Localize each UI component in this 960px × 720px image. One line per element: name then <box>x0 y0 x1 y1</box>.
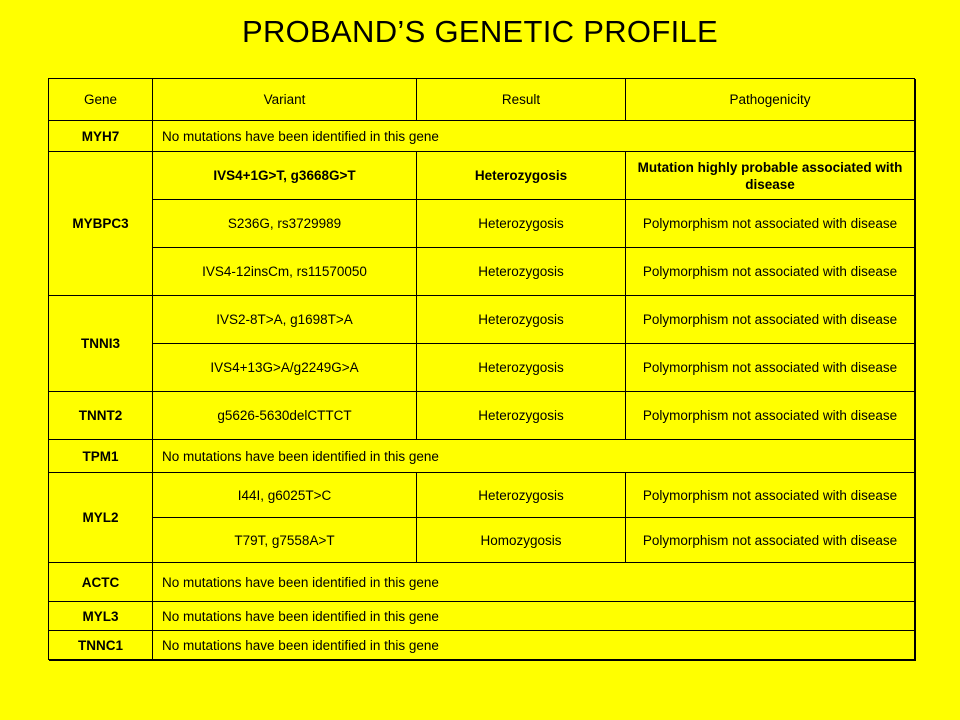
genetic-profile-table <box>48 78 915 660</box>
table-row <box>49 440 915 473</box>
result-cell: Heterozygosis <box>417 248 626 296</box>
variant-cell: IVS4-12insCm, rs11570050 <box>153 248 417 296</box>
table-row <box>49 344 915 392</box>
table-row <box>49 563 915 602</box>
gene-cell-tnni3: TNNI3 <box>49 296 153 392</box>
table-row <box>49 602 915 631</box>
page-title: PROBAND’S GENETIC PROFILE <box>241 14 719 49</box>
header-result: Result <box>417 79 626 121</box>
no-mutation-note: No mutations have been identified in this gene <box>153 563 915 602</box>
gene-cell-myl3: MYL3 <box>49 602 153 631</box>
table-row <box>49 121 915 152</box>
gene-cell-tnnt2: TNNT2 <box>49 392 153 440</box>
variant-cell: T79T, g7558A>T <box>153 518 417 563</box>
table-row <box>49 248 915 296</box>
no-mutation-note: No mutations have been identified in this gene <box>153 631 915 660</box>
pathogenicity-cell: Mutation highly probable associated with disease <box>626 152 915 200</box>
gene-cell-actc: ACTC <box>49 563 153 602</box>
table-row <box>49 152 915 200</box>
variant-cell: I44I, g6025T>C <box>153 473 417 518</box>
pathogenicity-cell: Polymorphism not associated with disease <box>626 248 915 296</box>
result-cell: Heterozygosis <box>417 473 626 518</box>
pathogenicity-cell: Polymorphism not associated with disease <box>626 392 915 440</box>
result-cell: Heterozygosis <box>417 296 626 344</box>
gene-cell-myh7: MYH7 <box>49 121 153 152</box>
result-cell: Heterozygosis <box>417 392 626 440</box>
header-pathogenicity: Pathogenicity <box>626 79 915 121</box>
no-mutation-note: No mutations have been identified in this gene <box>153 440 915 473</box>
result-cell: Heterozygosis <box>417 152 626 200</box>
result-cell: Homozygosis <box>417 518 626 563</box>
no-mutation-note: No mutations have been identified in this gene <box>153 121 915 152</box>
pathogenicity-cell: Polymorphism not associated with disease <box>626 518 915 563</box>
pathogenicity-cell: Polymorphism not associated with disease <box>626 473 915 518</box>
gene-cell-mybpc3: MYBPC3 <box>49 152 153 296</box>
result-cell: Heterozygosis <box>417 200 626 248</box>
variant-cell: IVS2-8T>A, g1698T>A <box>153 296 417 344</box>
variant-cell: IVS4+13G>A/g2249G>A <box>153 344 417 392</box>
pathogenicity-cell: Polymorphism not associated with disease <box>626 344 915 392</box>
variant-cell: g5626-5630delCTTCT <box>153 392 417 440</box>
table-header-row <box>49 79 915 121</box>
table-row <box>49 518 915 563</box>
header-variant: Variant <box>153 79 417 121</box>
pathogenicity-cell: Polymorphism not associated with disease <box>626 200 915 248</box>
table-row <box>49 200 915 248</box>
table-row <box>49 473 915 518</box>
gene-cell-tpm1: TPM1 <box>49 440 153 473</box>
gene-cell-tnnc1: TNNC1 <box>49 631 153 660</box>
result-cell: Heterozygosis <box>417 344 626 392</box>
no-mutation-note: No mutations have been identified in this gene <box>153 602 915 631</box>
table-row <box>49 296 915 344</box>
pathogenicity-cell: Polymorphism not associated with disease <box>626 296 915 344</box>
table-row <box>49 392 915 440</box>
variant-cell: IVS4+1G>T, g3668G>T <box>153 152 417 200</box>
gene-cell-myl2: MYL2 <box>49 473 153 563</box>
variant-cell: S236G, rs3729989 <box>153 200 417 248</box>
header-gene: Gene <box>49 79 153 121</box>
table-row <box>49 631 915 660</box>
